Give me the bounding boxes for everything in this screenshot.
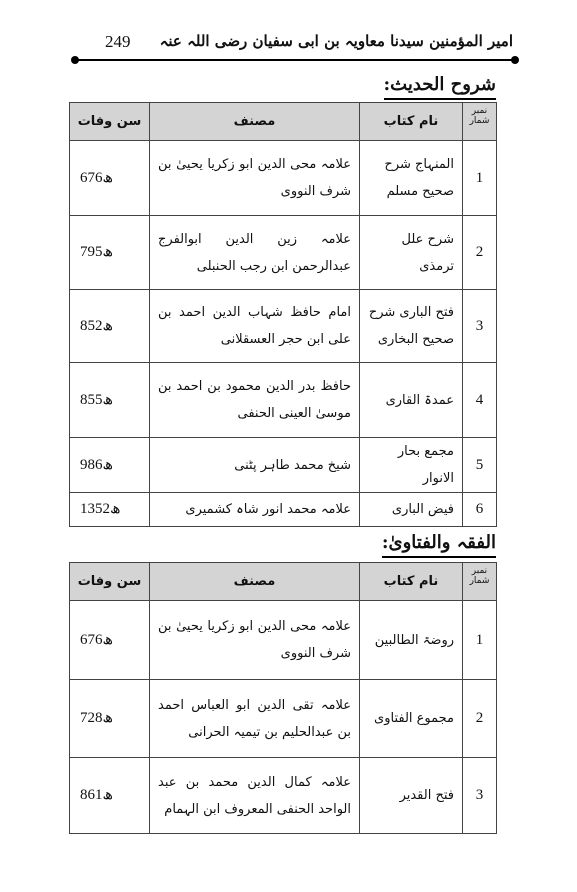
page-number: 249 [105,32,131,51]
author-name: شیخ محمد طاہر پٹنی [150,438,360,493]
hadith-commentaries-table [69,102,497,527]
section-title-fiqh-fatawa: الفقہ والفتاویٰ: [382,531,496,558]
author-name: علامہ کمال الدین محمد بن عبد الواحد الحنفی المعروف ابن الہمام [150,758,360,834]
column-header-number: نمبر شمار [463,563,497,601]
book-title: شرح علل ترمذی [360,216,463,290]
death-year: 855ھ [70,363,150,438]
column-header-year: سن وفات [70,563,150,601]
author-name: حافظ بدر الدین محمود بن احمد بن موسیٰ العینی الحنفی [150,363,360,438]
book-title: فتح القدیر [360,758,463,834]
table-row [70,438,497,493]
book-title: المنہاج شرح صحیح مسلم [360,141,463,216]
book-title: عمدۃ القاری [360,363,463,438]
running-header [75,30,515,58]
column-header-book: نام کتاب [360,563,463,601]
table-row [70,680,497,758]
column-header-author: مصنف [150,103,360,141]
column-header-number: نمبر شمار [463,103,497,141]
death-year: 676ھ [70,601,150,680]
death-year: 676ھ [70,141,150,216]
fiqh-fatawa-table [69,562,497,834]
table-row [70,141,497,216]
table-row [70,363,497,438]
header-rule [75,59,515,61]
book-title: فتح الباری شرح صحیح البخاری [360,290,463,363]
death-year: 1352ھ [70,493,150,527]
table-header-row [70,103,497,141]
section-title-hadith-commentaries: شروح الحدیث: [384,73,496,100]
row-number: 6 [463,493,497,527]
row-number: 1 [463,141,497,216]
book-title: مجموع الفتاوی [360,680,463,758]
author-name: علامہ تقی الدین ابو العباس احمد بن عبدالحلیم بن تیمیہ الحرانی [150,680,360,758]
book-title: فیض الباری [360,493,463,527]
book-title: روضۃ الطالبین [360,601,463,680]
table-row [70,290,497,363]
rule-end-dot-left [71,56,79,64]
death-year: 728ھ [70,680,150,758]
row-number: 5 [463,438,497,493]
row-number: 2 [463,680,497,758]
header-title: امیر المؤمنین سیدنا معاویہ بن ابی سفیان رضی اللہ عنہ [159,32,513,50]
table-row [70,601,497,680]
row-number: 3 [463,290,497,363]
row-number: 3 [463,758,497,834]
death-year: 795ھ [70,216,150,290]
death-year: 861ھ [70,758,150,834]
table-header-row [70,563,497,601]
row-number: 1 [463,601,497,680]
author-name: علامہ زین الدین ابوالفرج عبدالرحمن ابن رجب الحنبلی [150,216,360,290]
book-title: مجمع بحار الانوار [360,438,463,493]
table-row [70,758,497,834]
rule-end-dot-right [511,56,519,64]
table-row [70,216,497,290]
death-year: 986ھ [70,438,150,493]
author-name: امام حافظ شہاب الدین احمد بن علی ابن حجر العسقلانی [150,290,360,363]
column-header-year: سن وفات [70,103,150,141]
author-name: علامہ محی الدین ابو زکریا یحییٰ بن شرف النووی [150,141,360,216]
author-name: علامہ محمد انور شاہ کشمیری [150,493,360,527]
column-header-book: نام کتاب [360,103,463,141]
table-row [70,493,497,527]
author-name: علامہ محی الدین ابو زکریا یحییٰ بن شرف النووی [150,601,360,680]
row-number: 2 [463,216,497,290]
column-header-author: مصنف [150,563,360,601]
death-year: 852ھ [70,290,150,363]
row-number: 4 [463,363,497,438]
